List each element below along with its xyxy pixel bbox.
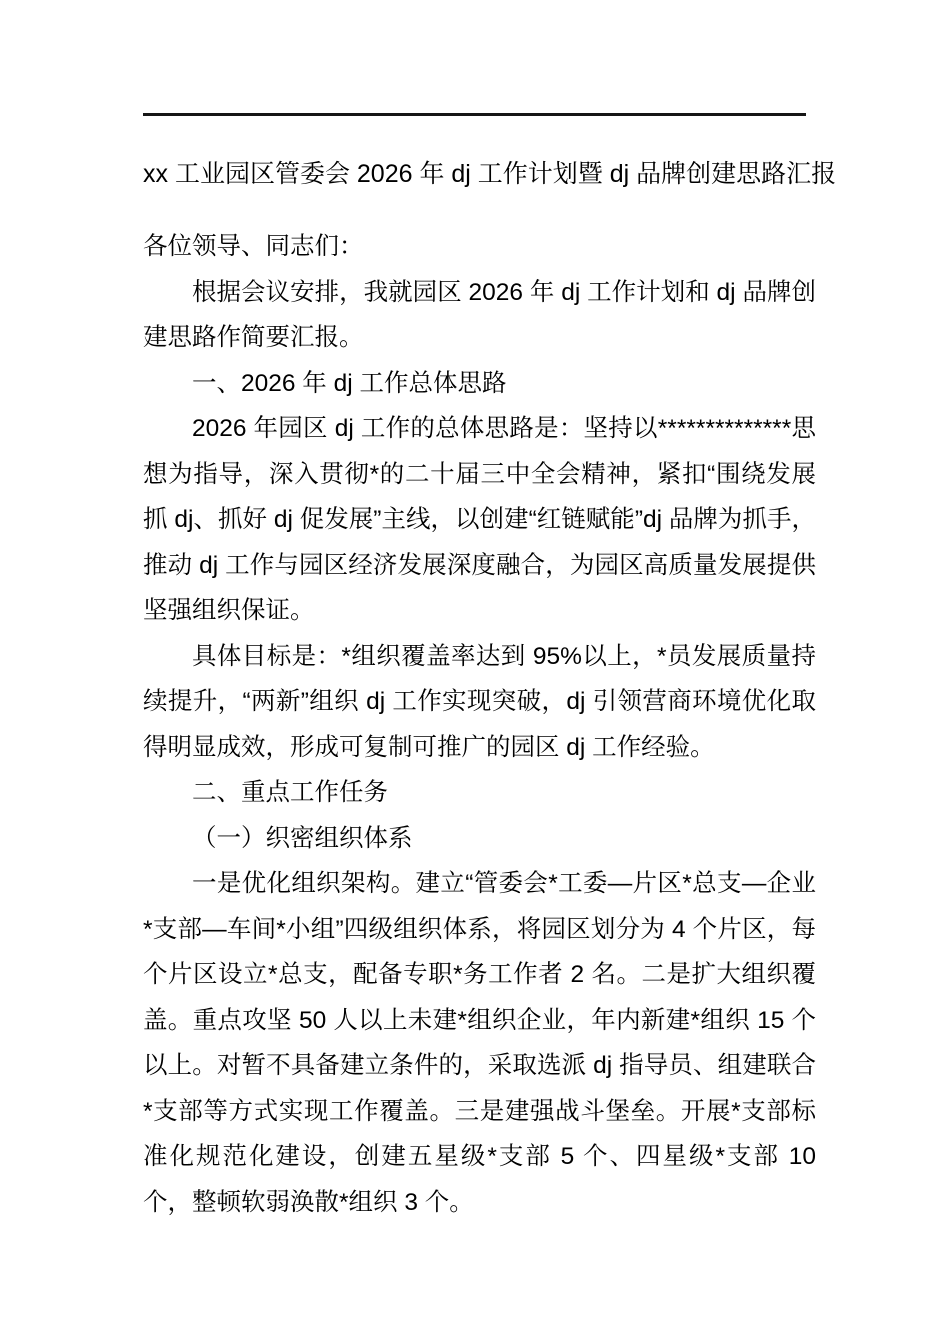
- paragraph-overall-approach: 2026 年园区 dj 工作的总体思路是：坚持以**************思想为指导，深入贯彻*的二十届三中全会精神，紧扣“围绕发展抓 dj、抓好 dj 促发展”主线，以创建“红链赋能”dj 品牌为抓手，推动 dj 工作与园区经济发展深度融合，为园区高质量发展提供坚强组织保证。: [143, 415, 816, 624]
- section-heading-2: 二、重点工作任务: [192, 779, 388, 806]
- subsection-heading-2-1: （一）织密组织体系: [192, 824, 413, 852]
- paragraph-intro: 根据会议安排，我就园区 2026 年 dj 工作计划和 dj 品牌创建思路作简要汇报。: [143, 278, 816, 351]
- doc-title: xx 工业园区管委会 2026 年 dj 工作计划暨 dj 品牌创建思路汇报: [143, 160, 837, 188]
- section-heading-1: 一、2026 年 dj 工作总体思路: [192, 369, 507, 397]
- paragraph-organization-system: 一是优化组织架构。建立“管委会*工委—片区*总支—企业*支部—车间*小组”四级组织体系，将园区划分为 4 个片区，每个片区设立*总支，配备专职*务工作者 2 名。二是扩大组织覆盖。重点攻坚 50 人以上未建*组织企业，年内新建*组织 15 个以上。对暂不具备建立条件的，采取选派 dj 指导员、组建联合*支部等方式实现工作覆盖。三是建强战斗堡垒。开展*支部标准化规范化建设，创建五星级*支部 5 个、四星级*支部 10 个，整顿软弱涣散*组织 3 个。: [143, 870, 816, 1216]
- salutation: 各位领导、同志们：: [143, 233, 364, 260]
- header-divider: [143, 113, 806, 116]
- document-content: [0, 144, 950, 1225]
- paragraph-goals: 具体目标是：*组织覆盖率达到 95%以上，*员发展质量持续提升，“两新”组织 dj 工作实现突破，dj 引领营商环境优化取得明显成效，形成可复制可推广的园区 dj 工作经验。: [143, 642, 816, 761]
